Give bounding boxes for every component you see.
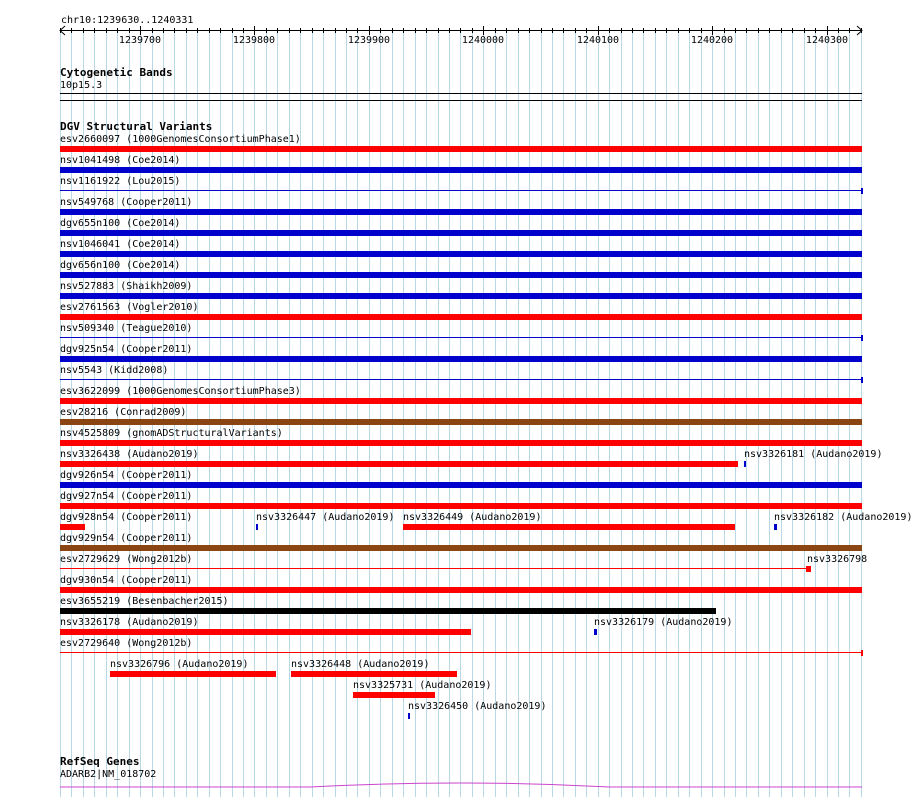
refseq-track-title: RefSeq Genes: [60, 755, 140, 768]
variant-bar[interactable]: [60, 146, 862, 152]
variant-bar[interactable]: [60, 568, 807, 569]
variant-bar[interactable]: [594, 629, 597, 635]
ruler-tick-label: 1239800: [232, 35, 276, 46]
cytoband-bar[interactable]: [60, 93, 862, 94]
gene-intron-line[interactable]: [60, 783, 862, 787]
ruler-tick-label: 1240200: [690, 35, 734, 46]
variant-bar[interactable]: [60, 209, 862, 215]
variant-label[interactable]: dgv656n100 (Coe2014): [60, 260, 181, 271]
variant-bar[interactable]: [60, 356, 862, 362]
variant-bar[interactable]: [60, 293, 862, 299]
variant-label[interactable]: nsv3326181 (Audano2019): [744, 449, 883, 460]
variant-bar[interactable]: [256, 524, 258, 530]
variant-bar[interactable]: [60, 337, 862, 338]
variant-label[interactable]: dgv930n54 (Cooper2011): [60, 575, 193, 586]
variant-label[interactable]: nsv527883 (Shaikh2009): [60, 281, 193, 292]
cytoband-label: 10p15.3: [60, 80, 103, 91]
variant-label[interactable]: esv2729629 (Wong2012b): [60, 554, 193, 565]
variant-label[interactable]: nsv3326447 (Audano2019): [256, 512, 395, 523]
variant-label[interactable]: nsv4525809 (gnomADStructuralVariants): [60, 428, 283, 439]
variant-label[interactable]: dgv925n54 (Cooper2011): [60, 344, 193, 355]
variant-bar[interactable]: [291, 671, 457, 677]
variant-bar[interactable]: [60, 230, 862, 236]
variant-label[interactable]: nsv3325731 (Audano2019): [353, 680, 492, 691]
variant-label[interactable]: dgv927n54 (Cooper2011): [60, 491, 193, 502]
variant-label[interactable]: nsv3326438 (Audano2019): [60, 449, 199, 460]
variant-bar[interactable]: [403, 524, 735, 530]
variant-label[interactable]: nsv3326182 (Audano2019): [774, 512, 912, 523]
variant-bar[interactable]: [60, 167, 862, 173]
variant-label[interactable]: esv2761563 (Vogler2010): [60, 302, 199, 313]
variant-bar[interactable]: [408, 713, 410, 719]
variant-end-mark: [861, 650, 863, 656]
variant-label[interactable]: nsv3326796 (Audano2019): [110, 659, 249, 670]
region-label: chr10:1239630..1240331: [61, 15, 194, 26]
variant-bar[interactable]: [60, 272, 862, 278]
variant-end-mark: [861, 188, 863, 194]
variant-end-mark: [861, 377, 863, 383]
variant-bar[interactable]: [60, 482, 862, 488]
variant-bar[interactable]: [60, 652, 862, 653]
variant-label[interactable]: dgv929n54 (Cooper2011): [60, 533, 193, 544]
ruler-tick-label: 1239900: [347, 35, 391, 46]
variant-label[interactable]: nsv549768 (Cooper2011): [60, 197, 193, 208]
variant-bar[interactable]: [60, 314, 862, 320]
variant-bar[interactable]: [60, 190, 862, 191]
variant-label[interactable]: dgv655n100 (Coe2014): [60, 218, 181, 229]
variant-label[interactable]: nsv509340 (Teague2010): [60, 323, 193, 334]
variant-label[interactable]: nsv3326450 (Audano2019): [408, 701, 547, 712]
variant-bar[interactable]: [60, 379, 862, 380]
variant-label[interactable]: dgv926n54 (Cooper2011): [60, 470, 193, 481]
variant-bar[interactable]: [60, 608, 716, 614]
variant-bar[interactable]: [807, 566, 811, 572]
variant-label[interactable]: nsv3326179 (Audano2019): [594, 617, 733, 628]
gene-label[interactable]: ADARB2|NM_018702: [60, 769, 157, 780]
ruler-tick-label: 1240000: [461, 35, 505, 46]
variant-label[interactable]: nsv1046041 (Coe2014): [60, 239, 181, 250]
variant-bar[interactable]: [60, 587, 862, 593]
ruler-tick-label: 1240300: [805, 35, 849, 46]
variant-label[interactable]: dgv928n54 (Cooper2011): [60, 512, 193, 523]
variant-bar[interactable]: [60, 524, 85, 530]
variant-bar[interactable]: [353, 692, 435, 698]
variant-label[interactable]: nsv3326449 (Audano2019): [403, 512, 542, 523]
cytoband-bar-bottom: [60, 100, 862, 101]
variant-label[interactable]: esv28216 (Conrad2009): [60, 407, 187, 418]
variant-bar[interactable]: [60, 440, 862, 446]
variant-label[interactable]: nsv5543 (Kidd2008): [60, 365, 169, 376]
variant-label[interactable]: nsv3326178 (Audano2019): [60, 617, 199, 628]
variant-label[interactable]: esv3655219 (Besenbacher2015): [60, 596, 229, 607]
variant-bar[interactable]: [60, 629, 471, 635]
ruler-tick-label: 1240100: [576, 35, 620, 46]
variant-bar[interactable]: [60, 503, 862, 509]
variant-label[interactable]: nsv1041498 (Coe2014): [60, 155, 181, 166]
variant-bar[interactable]: [60, 398, 862, 404]
variant-end-mark: [861, 335, 863, 341]
variant-bar[interactable]: [60, 545, 862, 551]
variant-label[interactable]: nsv3326448 (Audano2019): [291, 659, 430, 670]
variant-label[interactable]: esv3622099 (1000GenomesConsortiumPhase3): [60, 386, 301, 397]
variant-bar[interactable]: [774, 524, 777, 530]
variant-bar[interactable]: [60, 419, 862, 425]
variant-label[interactable]: esv2729640 (Wong2012b): [60, 638, 193, 649]
variant-bar[interactable]: [60, 251, 862, 257]
variant-label[interactable]: nsv1161922 (Lou2015): [60, 176, 181, 187]
variant-bar[interactable]: [110, 671, 276, 677]
variant-bar[interactable]: [60, 461, 738, 467]
variant-label[interactable]: esv2660097 (1000GenomesConsortiumPhase1): [60, 134, 301, 145]
ruler-tick-label: 1239700: [118, 35, 162, 46]
variant-bar[interactable]: [744, 461, 746, 467]
gene-model[interactable]: [0, 778, 890, 798]
cytoband-track-title: Cytogenetic Bands: [60, 66, 173, 79]
variant-label[interactable]: nsv3326798: [807, 554, 868, 565]
dgv-track-title: DGV Structural Variants: [60, 120, 213, 133]
